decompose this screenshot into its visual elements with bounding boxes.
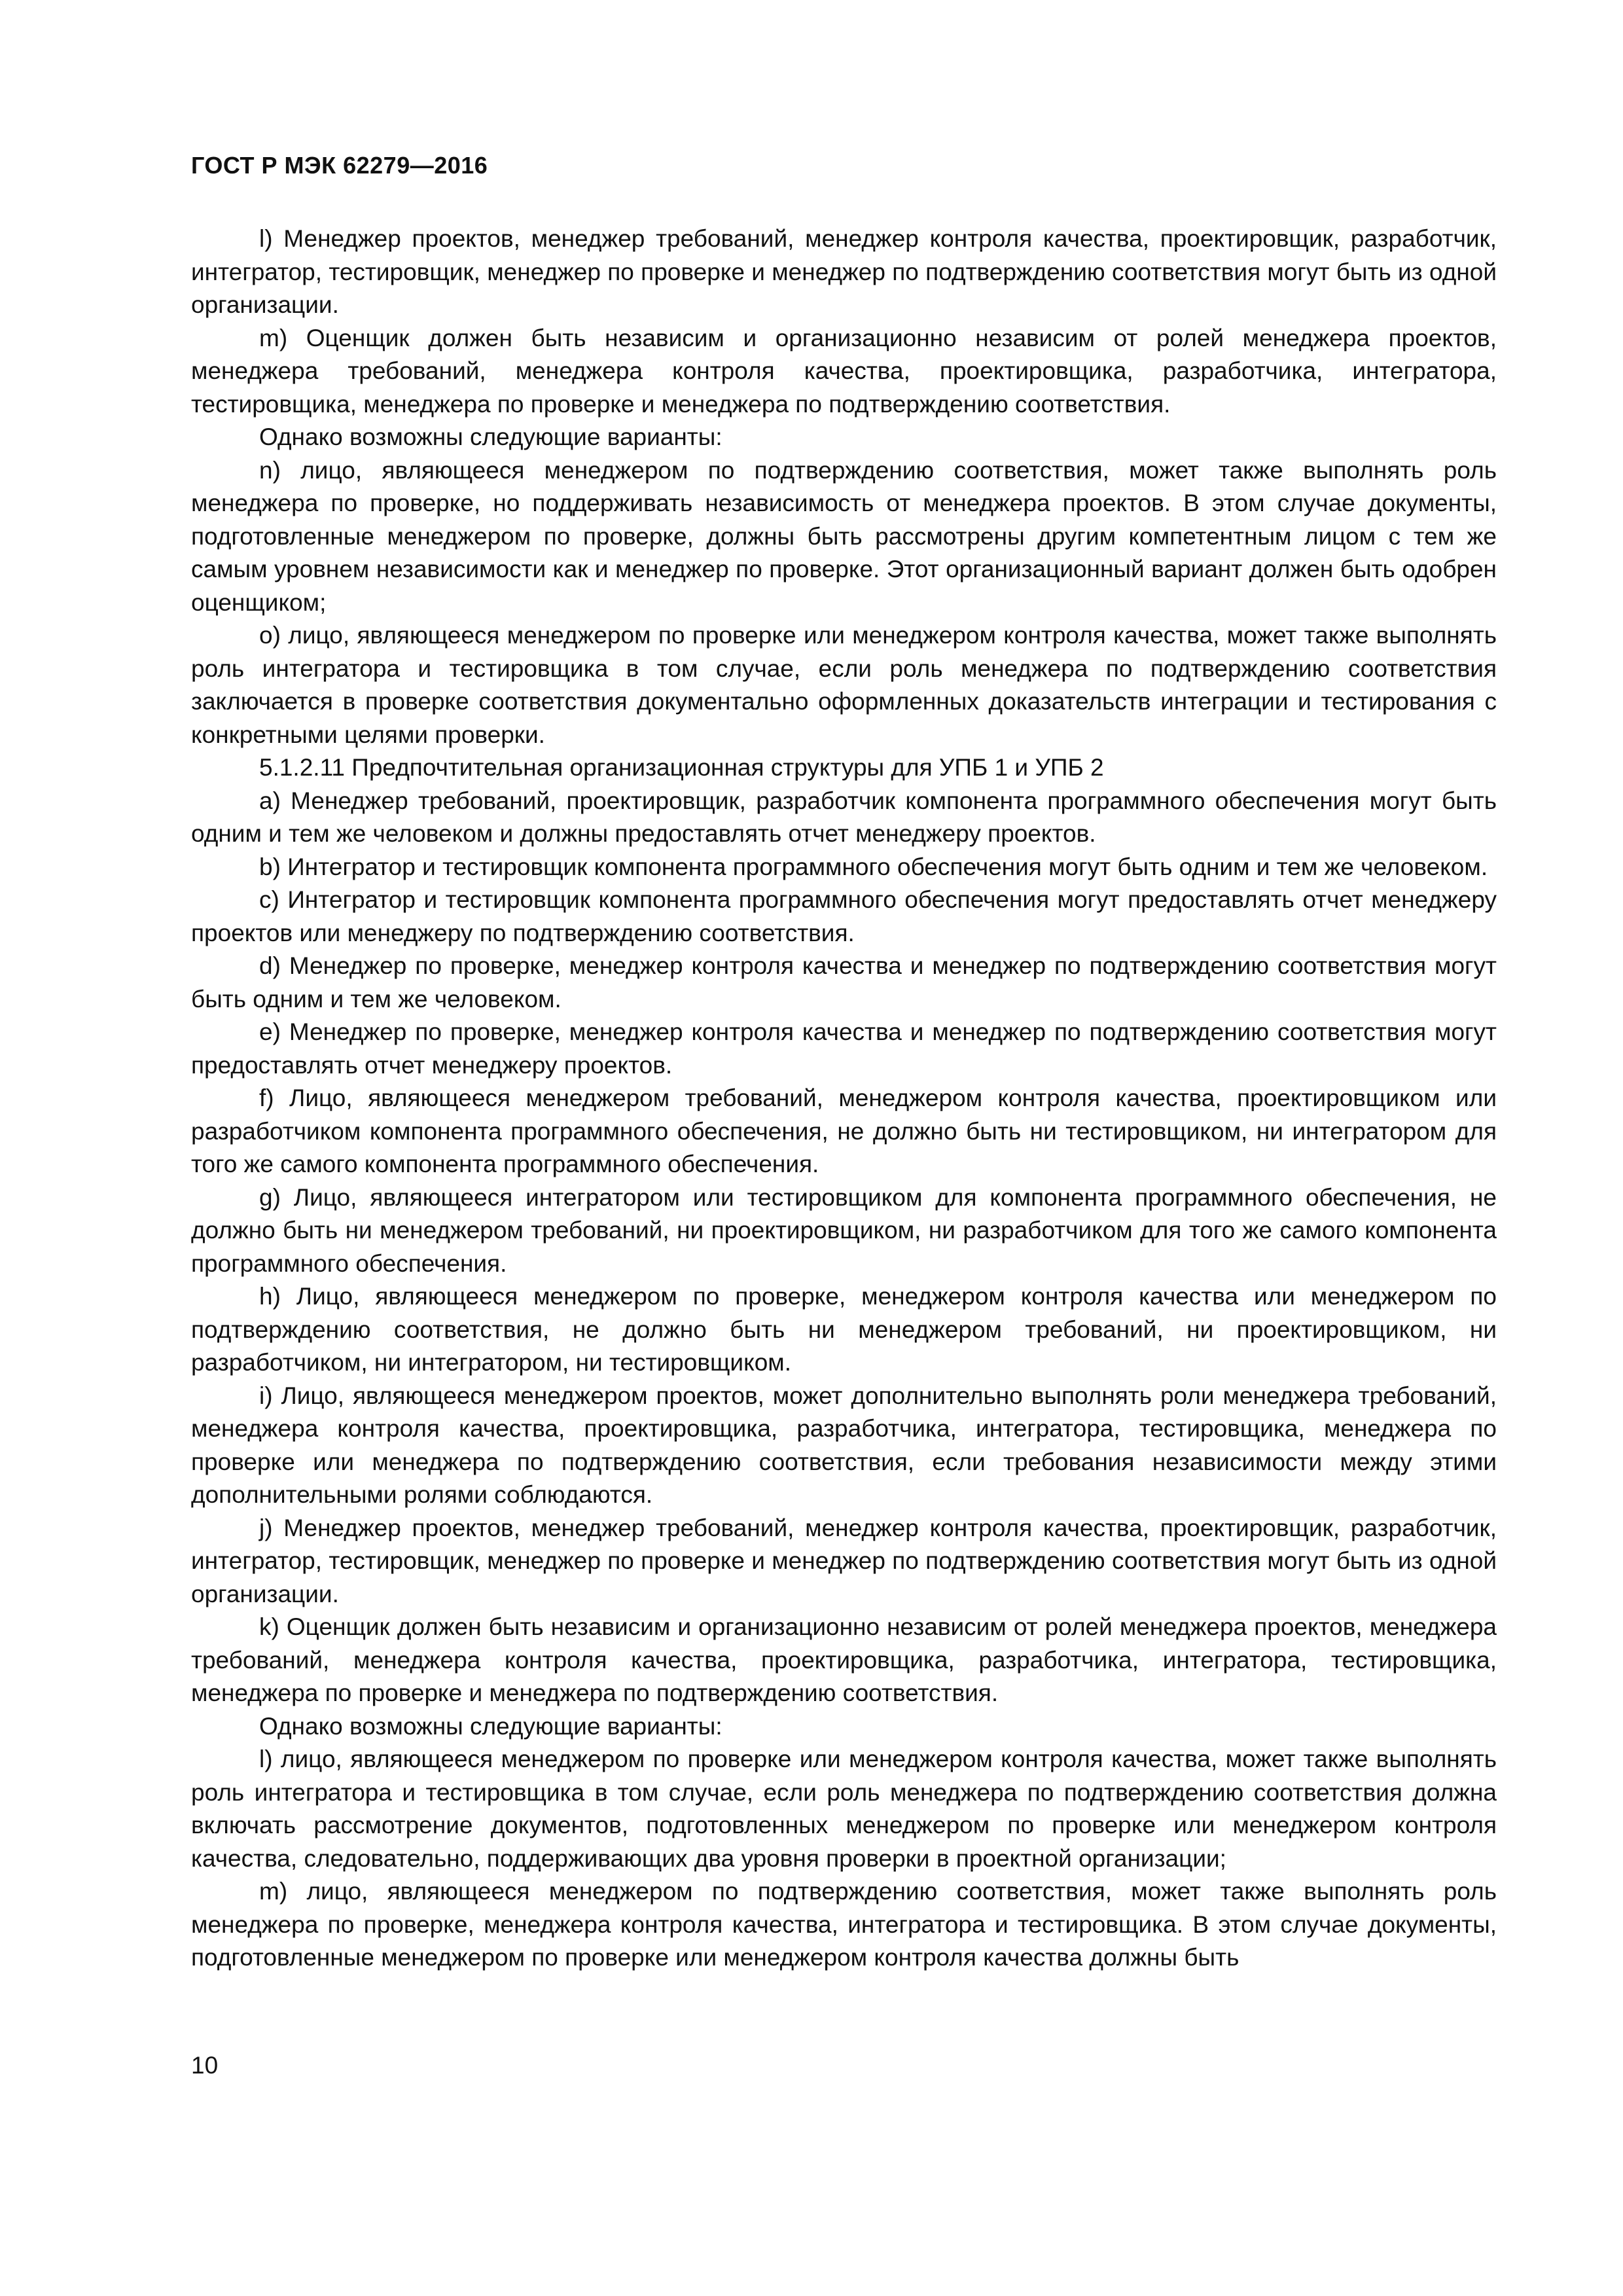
paragraph-variants-intro-2: Однако возможны следующие варианты:: [259, 1712, 722, 1740]
paragraph-m-validator-multiple-roles: m) лицо, являющееся менеджером по подтверждению соответствия, может также выполнять роль менеджера по проверке, менеджера контроля качества, интегратора и тестировщика. В этом случае документы, подготовленные менеджером по проверке или менеджером контроля качества должны быть: [191, 1878, 1497, 1971]
document-body: [191, 223, 1497, 1975]
paragraph-a: a) Менеджер требований, проектировщик, разработчик компонента программного обеспечения могут быть одним и тем же человеком и должны предоставлять отчет менеджеру проектов.: [191, 787, 1497, 847]
paragraph-k: k) Оценщик должен быть независим и организационно независим от ролей менеджера проектов, менеджера требований, менеджера контроля качества, проектировщика, разработчика, интегратора, тестировщика, менеджера по проверке и менеджера по подтверждению соответствия.: [191, 1613, 1497, 1706]
paragraph-i: i) Лицо, являющееся менеджером проектов, может дополнительно выполнять роли менеджера требований, менеджера контроля качества, проектировщика, разработчика, интегратора, тестировщика, менеджера по проверке или менеджера по подтверждению соответствия, если требования независимости между этими дополнительными ролями соблюдаются.: [191, 1382, 1497, 1508]
paragraph-c: c) Интегратор и тестировщик компонента программного обеспечения могут предоставлять отчет менеджеру проектов или менеджеру по подтверждению соответствия.: [191, 886, 1497, 946]
page-number: 10: [191, 2052, 219, 2079]
paragraph-b: b) Интегратор и тестировщик компонента программного обеспечения могут быть одним и тем же человеком.: [259, 853, 1488, 880]
paragraph-n-validator-as-verifier: n) лицо, являющееся менеджером по подтверждению соответствия, может также выполнять роль менеджера по проверке, но поддерживать независимость от менеджера проектов. В этом случае документы, подготовленные менеджером по проверке, должны быть рассмотрены другим компетентным лицом с тем же самым уровнем независимости как и менеджер по проверке. Этот организационный вариант должен быть одобрен оценщиком;: [191, 456, 1497, 616]
paragraph-d: d) Менеджер по проверке, менеджер контроля качества и менеджер по подтверждению соответствия могут быть одним и тем же человеком.: [191, 952, 1497, 1013]
paragraph-f: f) Лицо, являющееся менеджером требований, менеджером контроля качества, проектировщиком или разработчиком компонента программного обеспечения, не должно быть ни тестировщиком, ни интегратором для того же самого компонента программного обеспечения.: [191, 1085, 1497, 1177]
paragraph-variants-intro: Однако возможны следующие варианты:: [259, 423, 722, 450]
paragraph-o-verifier-as-integrator: o) лицо, являющееся менеджером по проверке или менеджером контроля качества, может также выполнять роль интегратора и тестировщика в том случае, если роль менеджера по подтверждению соответствия заключается в проверке соответствия документально оформленных доказательств интеграции и тестирования с конкретными целями проверки.: [191, 622, 1497, 748]
paragraph-e: e) Менеджер по проверке, менеджер контроля качества и менеджер по подтверждению соответствия могут предоставлять отчет менеджеру проектов.: [191, 1018, 1497, 1079]
document-header: ГОСТ Р МЭК 62279—2016: [191, 152, 488, 179]
section-heading-5-1-2-11: 5.1.2.11 Предпочтительная организационная структуры для УПБ 1 и УПБ 2: [259, 754, 1104, 781]
paragraph-h: h) Лицо, являющееся менеджером по проверке, менеджером контроля качества или менеджером по подтверждению соответствия, не должно быть ни менеджером требований, ни проектировщиком, ни разработчиком, ни интегратором, ни тестировщиком.: [191, 1283, 1497, 1376]
paragraph-m-assessor-independence: m) Оценщик должен быть независим и организационно независим от ролей менеджера проектов, менеджера требований, менеджера контроля качества, проектировщика, разработчика, интегратора, тестировщика, менеджера по проверке и менеджера по подтверждению соответствия.: [191, 324, 1497, 418]
paragraph-g: g) Лицо, являющееся интегратором или тестировщиком для компонента программного обеспечения, не должно быть ни менеджером требований, ни проектировщиком, ни разработчиком для того же самого компонента программного обеспечения.: [191, 1183, 1497, 1277]
paragraph-l-verifier-as-integrator: l) лицо, являющееся менеджером по проверке или менеджером контроля качества, может также выполнять роль интегратора и тестировщика в том случае, если роль менеджера по подтверждению соответствия должна включать рассмотрение документов, подготовленных менеджером по проверке или менеджером контроля качества, следовательно, поддерживающих два уровня проверки в проектной организации;: [191, 1746, 1497, 1872]
paragraph-l-roles-same-organization: l) Менеджер проектов, менеджер требований, менеджер контроля качества, проектировщик, разработчик, интегратор, тестировщик, менеджер по проверке и менеджер по подтверждению соответствия могут быть из одной организации.: [191, 225, 1497, 318]
paragraph-j: j) Менеджер проектов, менеджер требований, менеджер контроля качества, проектировщик, разработчик, интегратор, тестировщик, менеджер по проверке и менеджер по подтверждению соответствия могут быть из одной организации.: [191, 1514, 1497, 1607]
